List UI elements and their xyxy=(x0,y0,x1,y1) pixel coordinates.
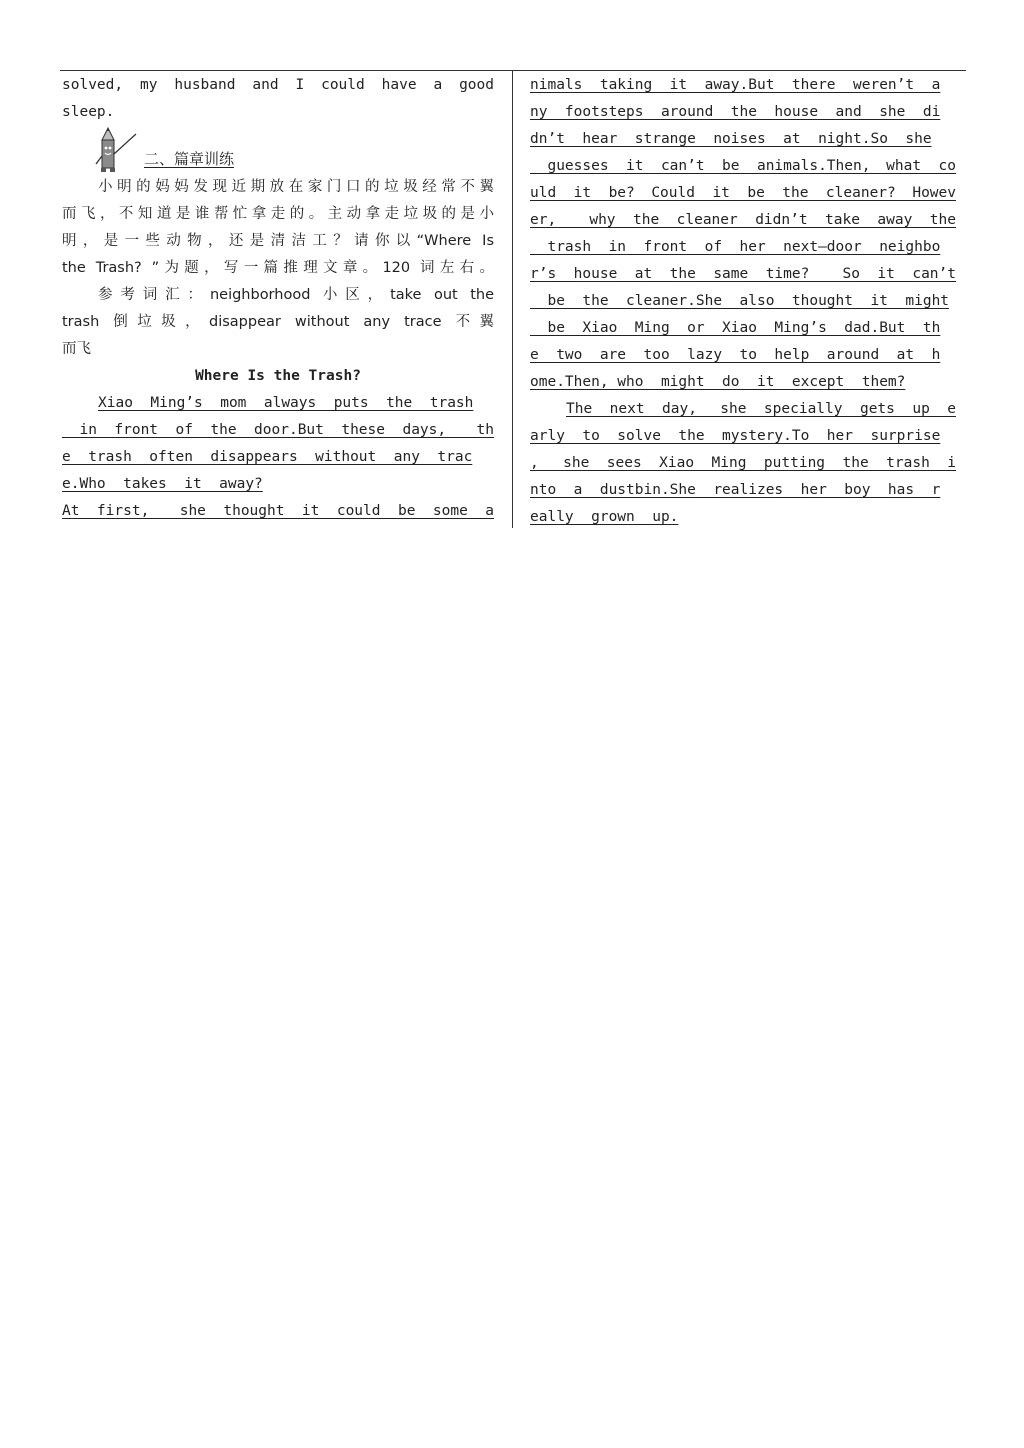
essay-line: eally__grown__up. xyxy=(530,509,679,525)
essay-line: The__next__day, she__specially__gets__up__e xyxy=(566,401,956,417)
essay-line: e__two__are__too__lazy__to__help__around__at__h xyxy=(530,347,941,363)
essay-line: e.Who__takes__it__away? xyxy=(62,476,263,492)
left-column xyxy=(62,72,494,525)
essay-line: __guesses__it__can’t__be__animals.Then, what__co xyxy=(530,158,956,174)
essay-line: nimals__taking__it__away.But__there__weren’t__a xyxy=(530,77,941,93)
vocab-line: 参考词汇：neighborhood 小区，take out the xyxy=(98,287,494,303)
intro-line: sleep. xyxy=(62,104,115,120)
right-column xyxy=(530,72,956,531)
essay-line: er, why__the__cleaner__didn’t__take__away__the xyxy=(530,212,956,228)
section-heading-row xyxy=(62,126,494,174)
pencil-mascot-icon xyxy=(92,126,144,174)
essay-line: r’s__house__at__the__same__time? So__it__can’t xyxy=(530,266,956,282)
intro-line: solved, my husband and I could have a good xyxy=(62,77,494,93)
essay-line: ome.Then, who__might__do__it__except__them? xyxy=(530,374,906,390)
essay-line: dn’t__hear__strange__noises__at__night.So__she xyxy=(530,131,932,147)
essay-line: __in__front__of__the__door.But__these__days, th xyxy=(62,422,494,438)
prompt-line: 小明的妈妈发现近期放在家门口的垃圾经常不翼 xyxy=(98,179,494,195)
vocab-line: 而飞 xyxy=(62,341,91,357)
prompt-line: the Trash? ”为题，写一篇推理文章。120 词左右。 xyxy=(62,260,494,276)
column-separator xyxy=(512,70,513,528)
essay-line: uld__it__be? Could__it__be__the__cleaner? Howev xyxy=(530,185,956,201)
essay-line: At__first, she__thought__it__could__be__some__a xyxy=(62,503,494,519)
essay-line: nto__a__dustbin.She__realizes__her__boy__has__r xyxy=(530,482,941,498)
top-rule xyxy=(60,70,966,71)
essay-line: ny__footsteps__around__the__house__and__she__di xyxy=(530,104,941,120)
essay-line: e__trash__often__disappears__without__any__trac xyxy=(62,449,473,465)
essay-title: Where Is the Trash? xyxy=(195,368,361,384)
essay-line: __trash__in__front__of__her__next—door__neighbo xyxy=(530,239,941,255)
essay-line: Xiao__Ming’s__mom__always__puts__the__trash xyxy=(98,395,474,411)
essay-line: __be__the__cleaner.She__also__thought__it__might xyxy=(530,293,950,309)
prompt-line: 明，是一些动物，还是清洁工？请你以“Where Is xyxy=(62,233,494,249)
vocab-line: trash 倒垃圾，disappear without any trace 不翼 xyxy=(62,314,494,330)
essay-line: __be__Xiao__Ming__or__Xiao__Ming’s__dad.But__th xyxy=(530,320,941,336)
section-heading: 二、篇章训练 xyxy=(144,150,235,168)
essay-line: arly__to__solve__the__mystery.To__her__surprise xyxy=(530,428,941,444)
prompt-line: 而飞，不知道是谁帮忙拿走的。主动拿走垃圾的是小 xyxy=(62,206,494,222)
essay-line: , she__sees__Xiao__Ming__putting__the__trash__i xyxy=(530,455,956,471)
